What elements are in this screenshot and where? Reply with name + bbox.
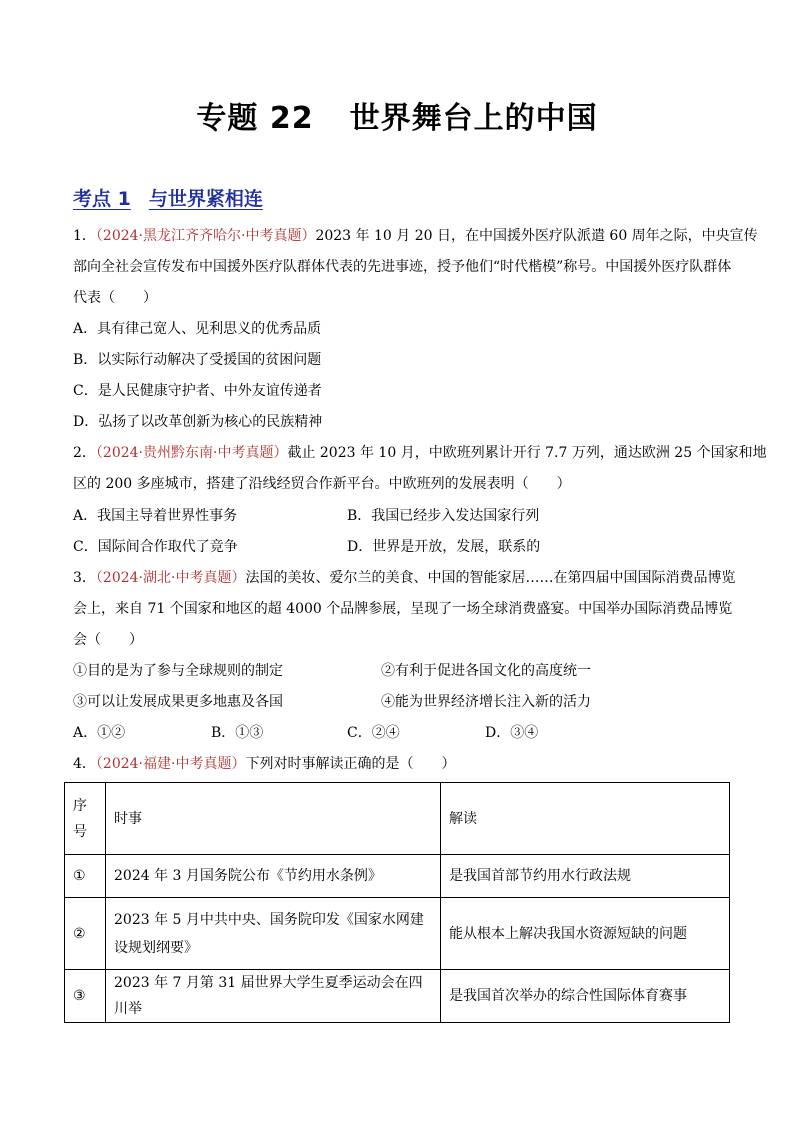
q3-option-d: D．③④	[485, 725, 539, 741]
q1-option-d: D．弘扬了以改革创新为核心的民族精神	[73, 414, 323, 430]
row-event: 2024 年 3 月国务院公布《节约用水条例》	[106, 855, 441, 898]
row-serial: ①	[65, 855, 106, 898]
q2-line2: 区的 200 多座城市，搭建了沿线经贸合作新平台。中欧班列的发展表明（ ）	[73, 476, 571, 492]
row-serial: ②	[65, 898, 106, 970]
q4-line1	[73, 754, 455, 774]
q3-statement-1: ①目的是为了参与全球规则的制定	[73, 663, 283, 679]
q1-source: （2024·黑龙江齐齐哈尔·中考真题）	[95, 228, 316, 244]
row-serial: ③	[65, 970, 106, 1023]
q3-source: （2024·湖北·中考真题）	[95, 570, 246, 586]
title-topic-name: 世界舞台上的中国	[349, 101, 598, 136]
q3-statement-3: ③可以让发展成果更多地惠及各国	[73, 694, 283, 710]
q1-text1: 2023 年 10 月 20 日，在中国援外医疗队派遣 60 周年之际，中央宣传	[315, 228, 758, 244]
q3-option-c: C．②④	[347, 725, 400, 741]
table-row	[65, 898, 730, 970]
row-event: 2023 年 7 月第 31 届世界大学生夏季运动会在四川举	[106, 970, 441, 1023]
q1-option-c: C．是人民健康守护者、中外友谊传递者	[73, 383, 322, 399]
q2-text1: 截止 2023 年 10 月，中欧班列累计开行 7.7 万列，通达欧洲 25 个国家和地	[287, 445, 767, 461]
q1-line2: 部向全社会宣传发布中国援外医疗队群体代表的先进事迹，授予他们“时代楷模”称号。中国援外医疗队群体	[73, 259, 732, 275]
q3-option-a: A．①②	[73, 725, 126, 741]
row-interpretation: 是我国首次举办的综合性国际体育赛事	[441, 970, 730, 1023]
q3-statement-4: ④能为世界经济增长注入新的活力	[381, 694, 591, 710]
row-interpretation: 是我国首部节约用水行政法规	[441, 855, 730, 898]
q1-line1	[73, 226, 758, 246]
q2-option-b: B．我国已经步入发达国家行列	[347, 508, 540, 524]
q2-line1	[73, 443, 767, 463]
q3-text1: 法国的美妆、爱尔兰的美食、中国的智能家居……在第四届中国国际消费品博览	[245, 570, 736, 586]
header-serial: 序 号	[65, 783, 106, 855]
q2-number: 2．	[73, 445, 96, 461]
q1-number: 1．	[73, 228, 96, 244]
q2-option-d: D．世界是开放，发展，联系的	[347, 539, 541, 555]
section-name: 与世界紧相连	[148, 188, 263, 210]
page-title	[0, 93, 794, 137]
q2-option-a: A．我国主导着世界性事务	[73, 508, 238, 524]
q4-source: （2024·福建·中考真题）	[95, 756, 246, 772]
current-events-table	[64, 782, 730, 1023]
row-event: 2023 年 5 月中共中央、国务院印发《国家水网建设规划纲要》	[106, 898, 441, 970]
table-row	[65, 855, 730, 898]
section-heading	[73, 184, 263, 211]
q3-line3: 会（ ）	[73, 632, 143, 648]
q3-option-b: B．①③	[211, 725, 264, 741]
q2-source: （2024·贵州黔东南·中考真题）	[95, 445, 288, 461]
q3-number: 3．	[73, 570, 96, 586]
q3-line2: 会上，来自 71 个国家和地区的超 4000 个品牌参展，呈现了一场全球消费盛宴。中国举办国际消费品博览	[73, 601, 733, 617]
table-row	[65, 970, 730, 1023]
q2-option-c: C．国际间合作取代了竞争	[73, 539, 238, 555]
q3-statement-2: ②有利于促进各国文化的高度统一	[381, 663, 591, 679]
q4-number: 4．	[73, 756, 96, 772]
row-interpretation: 能从根本上解决我国水资源短缺的问题	[441, 898, 730, 970]
q1-option-b: B．以实际行动解决了受援国的贫困问题	[73, 352, 322, 368]
header-event: 时事	[106, 783, 441, 855]
table-header-row	[65, 783, 730, 855]
q1-line3: 代表（ ）	[73, 290, 157, 306]
q4-text1: 下列对时事解读正确的是（ ）	[245, 756, 456, 772]
q1-option-a: A．具有律己宽人、见利思义的优秀品质	[73, 321, 322, 337]
q3-line1	[73, 568, 735, 588]
header-interpretation: 解读	[441, 783, 730, 855]
section-number: 考点 1	[73, 188, 131, 210]
title-topic-number: 专题 22	[196, 101, 314, 136]
